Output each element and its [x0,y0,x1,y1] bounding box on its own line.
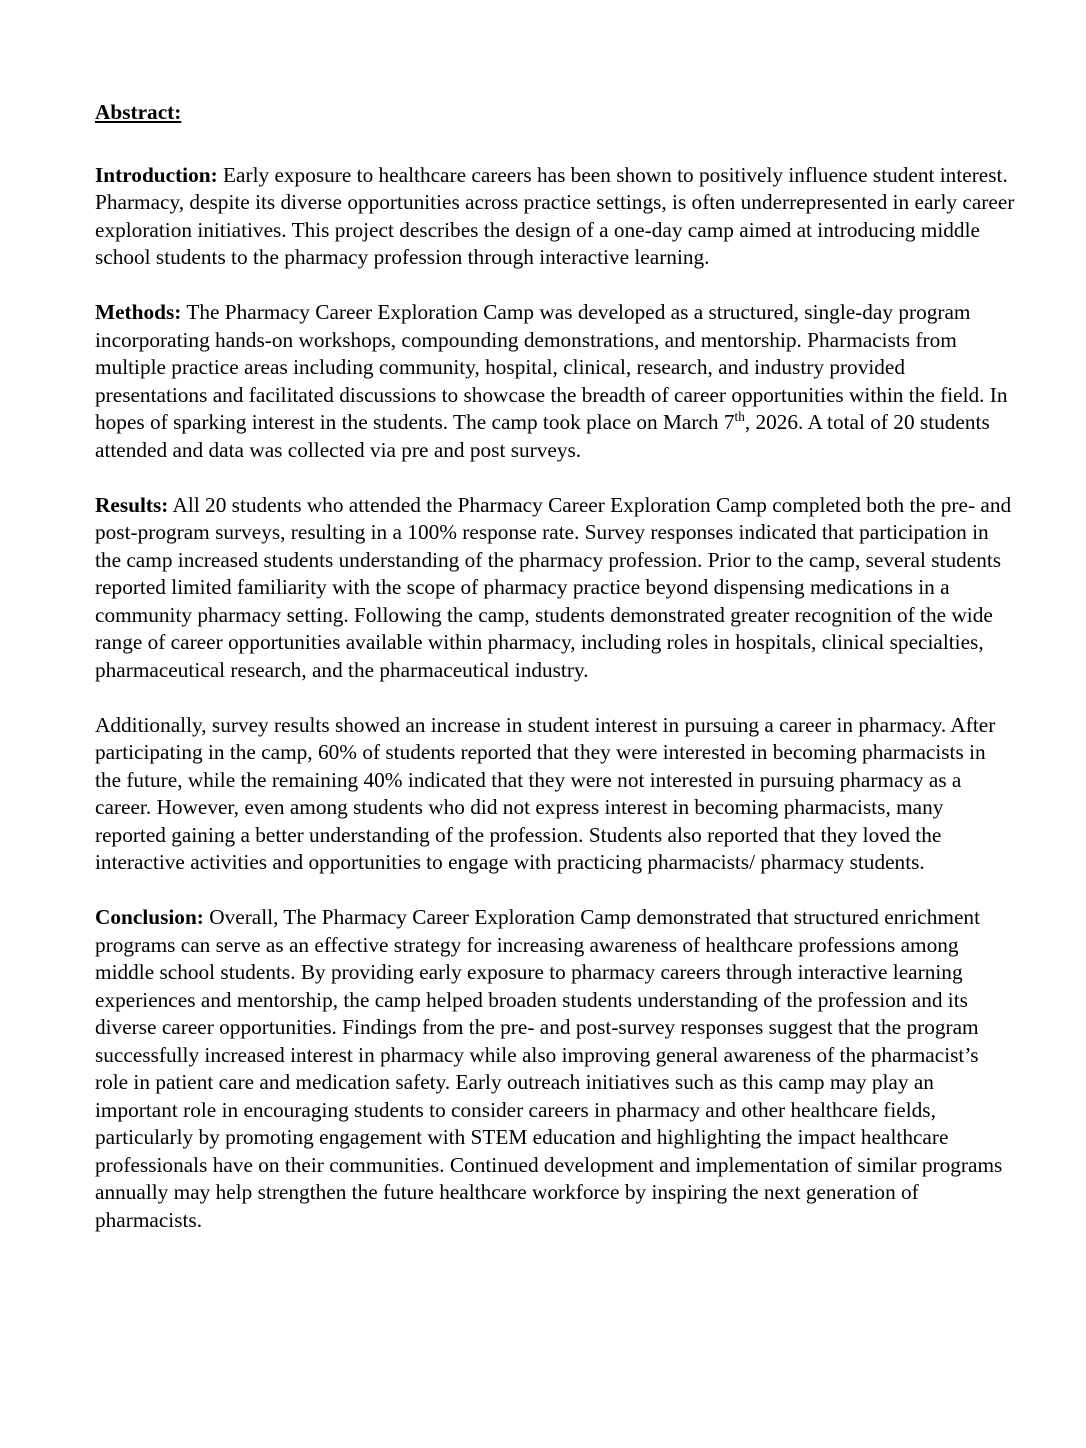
paragraph-additional-results [95,712,1015,877]
paragraph-introduction [95,162,1015,272]
paragraph-results [95,492,1015,685]
methods-date-superscript: th [734,408,745,424]
results-label: Results: [95,492,169,517]
conclusion-label: Conclusion: [95,905,204,929]
abstract-heading: Abstract: [95,100,182,124]
introduction-text: Early exposure to healthcare careers has been shown to positively influence student interest. Pharmacy, despite its diverse opportunities across practice settings, is often underrepresented in early career exploration initiatives. This project describes the design of a one-day camp aimed at introducing middle school students to the pharmacy profession through interactive learning. [95,162,1015,269]
methods-label: Methods: [95,300,182,324]
additional-results-text: Additionally, survey results showed an increase in student interest in pursuing a career in pharmacy. After participating in the camp, 60% of students reported that they were interested in becoming pharmacists in the future, while the remaining 40% indicated that they were not interested in pursuing pharmacy as a career. However, even among students who did not express interest in becoming pharmacists, many reported gaining a better understanding of the profession. Students also reported that they loved the interactive activities and opportunities to engage with practicing pharmacists/ pharmacy students. [95,712,996,874]
methods-text-after-superscript: , 2026. A total of 20 students attended and data was collected via pre and post surveys. [95,410,990,462]
conclusion-text: Overall, The Pharmacy Career Exploration Camp demonstrated that structured enrichment programs can serve as an effective strategy for increasing awareness of healthcare professions among middle school students. By providing early exposure to pharmacy careers through interactive learning experiences and mentorship, the camp helped broaden students understanding of the profession and its diverse career opportunities. Findings from the pre- and post-survey responses suggest that the program successfully increased interest in pharmacy while also improving general awareness of the pharmacist’s role in patient care and medication safety. Early outreach initiatives such as this camp may play an important role in encouraging students to consider careers in pharmacy and other healthcare fields, particularly by promoting engagement with STEM education and highlighting the impact healthcare professionals have on their communities. Continued development and implementation of similar programs annually may help strengthen the future healthcare workforce by inspiring the next generation of pharmacists. [95,905,1003,1232]
abstract-content [95,99,1015,1234]
methods-text-before-superscript: The Pharmacy Career Exploration Camp was developed as a structured, single-day program incorporating hands-on workshops, compounding demonstrations, and mentorship. Pharmacists from multiple practice areas including community, hospital, clinical, research, and industry provided presentations and facilitated discussions to showcase the breadth of career opportunities within the field. In hopes of sparking interest in the students. The camp took place on March 7 [95,300,1008,434]
paragraph-methods [95,299,1015,464]
introduction-label: Introduction: [95,162,218,187]
paragraph-conclusion [95,904,1015,1234]
results-text: All 20 students who attended the Pharmacy Career Exploration Camp completed both the pre- and post-program surveys, resulting in a 100% response rate. Survey responses indicated that participation in the camp increased students understanding of the pharmacy profession. Prior to the camp, several students reported limited familiarity with the scope of pharmacy practice beyond dispensing medications in a community pharmacy setting. Following the camp, students demonstrated greater recognition of the wide range of career opportunities available within pharmacy, including roles in hospitals, clinical specialties, pharmaceutical research, and the pharmaceutical industry. [95,492,1012,682]
